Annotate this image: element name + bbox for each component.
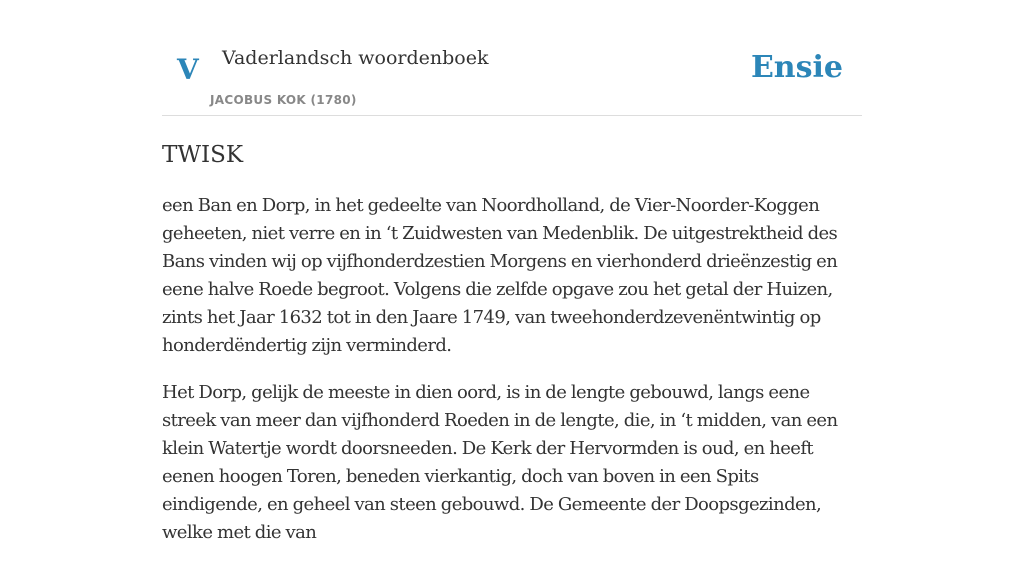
entry-body xyxy=(162,192,862,566)
book-author: JACOBUS KOK (1780) xyxy=(210,93,357,107)
book-logo-letter[interactable]: V xyxy=(177,53,199,86)
ensie-logo-link[interactable]: Ensie xyxy=(750,50,843,85)
entry-paragraph: Het Dorp, gelijk de meeste in dien oord, is in de lengte gebouwd, langs eene streek van meer dan vijfhonderd Roeden in de lengte, die, in ‘t midden, van een klein Watertje wordt doorsneeden. De Kerk der Hervormden is oud, en heeft eenen hoogen Toren, beneden vierkantig, doch van boven in een Spits eindigende, en geheel van steen gebouwd. De Gemeente der Doopsgezinden, welke met die van xyxy=(162,382,838,543)
page xyxy=(162,0,862,543)
book-title-link[interactable]: Vaderlandsch woordenboek xyxy=(222,47,489,69)
entry-paragraph: een Ban en Dorp, in het gedeelte van Noordholland, de Vier-Noorder-Koggen geheeten, niet verre en in ‘t Zuidwesten van Medenblik. De uitgestrektheid des Bans vinden wij op vijfhonderdzestien Morgens en vierhonderd drieënzestig en eene halve Roede begroot. Volgens die zelfde opgave zou het getal der Huizen, zints het Jaar 1632 tot in den Jaare 1749, van tweehonderdzevenëntwintig op honderdëndertig zijn verminderd. xyxy=(162,195,838,356)
entry-title: TWISK xyxy=(162,142,244,168)
header xyxy=(162,0,862,116)
